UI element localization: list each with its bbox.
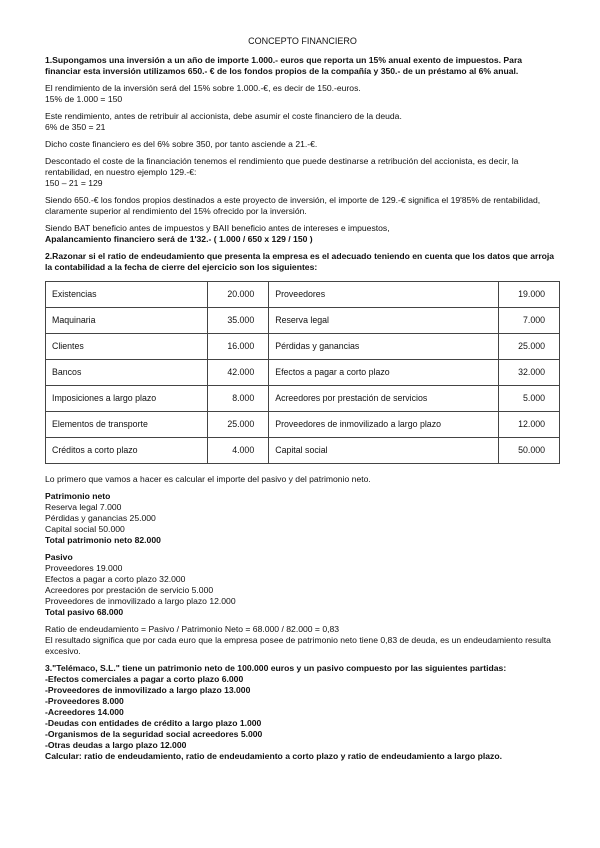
ratio-conclusion: El resultado significa que por cada euro que la empresa posee de patrimonio neto tiene 0,83 de deuda, es un endeudamiento resulta excesivo. bbox=[45, 635, 551, 656]
document-title: CONCEPTO FINANCIERO bbox=[248, 36, 357, 46]
pasivo-title: Pasivo bbox=[45, 552, 73, 562]
q1-p4-line-a: Descontado el coste de la financiación tenemos el rendimiento que puede destinarse a retribución del accionista, es decir, la rentabilidad, en nuestro ejemplo 129.-€: bbox=[45, 156, 519, 177]
table-row bbox=[46, 386, 560, 412]
q1-heading: 1.Supongamos una inversión a un año de importe 1.000.- euros que reporta un 15% anual exento de impuestos. Para financiar esta inversión utilizamos 650.- € de los fondos propios de la compañía y 350.- de un préstamo al 6% anual. bbox=[45, 55, 523, 76]
pasivo-line: Efectos a pagar a corto plazo 32.000 bbox=[45, 574, 186, 584]
q1-paragraph-2 bbox=[45, 111, 560, 133]
table-cell: 20.000 bbox=[208, 282, 269, 308]
q1-p2-line-b: 6% de 350 = 21 bbox=[45, 122, 106, 132]
table-cell: Existencias bbox=[46, 282, 208, 308]
table-cell: Clientes bbox=[46, 334, 208, 360]
ratio-formula: Ratio de endeudamiento = Pasivo / Patrimonio Neto = 68.000 / 82.000 = 0,83 bbox=[45, 624, 340, 634]
table-cell: 32.000 bbox=[499, 360, 560, 386]
table-cell: 16.000 bbox=[208, 334, 269, 360]
table-cell: Proveedores de inmovilizado a largo plazo bbox=[269, 412, 499, 438]
q1-p6-line-a: Siendo BAT beneficio antes de impuestos y BAII beneficio antes de intereses e impuestos, bbox=[45, 223, 390, 233]
table-cell: Efectos a pagar a corto plazo bbox=[269, 360, 499, 386]
table-cell: Maquinaria bbox=[46, 308, 208, 334]
table-cell: Imposiciones a largo plazo bbox=[46, 386, 208, 412]
pasivo-block bbox=[45, 552, 560, 618]
table-cell: 25.000 bbox=[208, 412, 269, 438]
q3-item: -Proveedores de inmovilizado a largo plazo 13.000 bbox=[45, 685, 251, 695]
pasivo-total: Total pasivo 68.000 bbox=[45, 607, 124, 617]
q2-heading: 2.Razonar si el ratio de endeudamiento que presenta la empresa es el adecuado teniendo en cuenta que los datos que arroja la contabilidad a la fecha de cierre del ejercicio son los siguientes: bbox=[45, 251, 555, 272]
table-cell: 42.000 bbox=[208, 360, 269, 386]
q1-p6-line-b: Apalancamiento financiero será de 1'32.- ( 1.000 / 650 x 129 / 150 ) bbox=[45, 234, 313, 244]
pn-line: Reserva legal 7.000 bbox=[45, 502, 122, 512]
q2-intro: Lo primero que vamos a hacer es calcular el importe del pasivo y del patrimonio neto. bbox=[45, 474, 371, 484]
balance-table bbox=[45, 281, 560, 464]
table-cell: Acreedores por prestación de servicios bbox=[269, 386, 499, 412]
q3-item: -Organismos de la seguridad social acreedores 5.000 bbox=[45, 729, 263, 739]
pasivo-line: Proveedores 19.000 bbox=[45, 563, 123, 573]
q3-item: -Otras deudas a largo plazo 12.000 bbox=[45, 740, 187, 750]
table-cell: 5.000 bbox=[499, 386, 560, 412]
document-page bbox=[45, 36, 560, 768]
table-cell: 8.000 bbox=[208, 386, 269, 412]
table-cell: Pérdidas y ganancias bbox=[269, 334, 499, 360]
q1-paragraph-6 bbox=[45, 223, 560, 245]
pasivo-line: Proveedores de inmovilizado a largo plazo 12.000 bbox=[45, 596, 236, 606]
q1-p1-line-a: El rendimiento de la inversión será del 15% sobre 1.000.-€, es decir de 150.-euros. bbox=[45, 83, 361, 93]
patrimonio-neto-block bbox=[45, 491, 560, 546]
table-cell: Bancos bbox=[46, 360, 208, 386]
table-row bbox=[46, 308, 560, 334]
table-cell: Elementos de transporte bbox=[46, 412, 208, 438]
table-row bbox=[46, 334, 560, 360]
pn-title: Patrimonio neto bbox=[45, 491, 111, 501]
q1-paragraph-1 bbox=[45, 83, 560, 105]
table-cell: 19.000 bbox=[499, 282, 560, 308]
table-cell: 35.000 bbox=[208, 308, 269, 334]
table-cell: 25.000 bbox=[499, 334, 560, 360]
q1-p1-line-b: 15% de 1.000 = 150 bbox=[45, 94, 123, 104]
q3-item: -Efectos comerciales a pagar a corto plazo 6.000 bbox=[45, 674, 244, 684]
table-cell: Reserva legal bbox=[269, 308, 499, 334]
table-row bbox=[46, 412, 560, 438]
table-cell: 7.000 bbox=[499, 308, 560, 334]
table-cell: Créditos a corto plazo bbox=[46, 438, 208, 464]
q3-heading: 3."Telémaco, S.L." tiene un patrimonio neto de 100.000 euros y un pasivo compuesto por las siguientes partidas: bbox=[45, 663, 507, 673]
pasivo-line: Acreedores por prestación de servicio 5.000 bbox=[45, 585, 214, 595]
q3-block bbox=[45, 663, 560, 762]
table-cell: 50.000 bbox=[499, 438, 560, 464]
q1-paragraph-3: Dicho coste financiero es del 6% sobre 350, por tanto asciende a 21.-€. bbox=[45, 139, 318, 149]
table-row bbox=[46, 438, 560, 464]
q3-item: -Acreedores 14.000 bbox=[45, 707, 124, 717]
table-cell: 12.000 bbox=[499, 412, 560, 438]
pn-total: Total patrimonio neto 82.000 bbox=[45, 535, 161, 545]
table-row bbox=[46, 282, 560, 308]
pn-line: Capital social 50.000 bbox=[45, 524, 125, 534]
q1-paragraph-5: Siendo 650.-€ los fondos propios destinados a este proyecto de inversión, el importe de 129.-€ significa el 19'85% de rentabilidad, claramente superior al rendimiento del 15% ofrecido por la inversión. bbox=[45, 195, 541, 216]
q3-item: -Proveedores 8.000 bbox=[45, 696, 124, 706]
ratio-block bbox=[45, 624, 560, 657]
table-cell: Capital social bbox=[269, 438, 499, 464]
pn-line: Pérdidas y ganancias 25.000 bbox=[45, 513, 156, 523]
q1-paragraph-4 bbox=[45, 156, 560, 189]
table-cell: Proveedores bbox=[269, 282, 499, 308]
q1-p4-line-b: 150 – 21 = 129 bbox=[45, 178, 103, 188]
q3-task: Calcular: ratio de endeudamiento, ratio de endeudamiento a corto plazo y ratio de endeudamiento a largo plazo. bbox=[45, 751, 502, 761]
table-row bbox=[46, 360, 560, 386]
q3-item: -Deudas con entidades de crédito a largo plazo 1.000 bbox=[45, 718, 262, 728]
q1-p2-line-a: Este rendimiento, antes de retribuir al accionista, debe asumir el coste financiero de la deuda. bbox=[45, 111, 402, 121]
table-cell: 4.000 bbox=[208, 438, 269, 464]
